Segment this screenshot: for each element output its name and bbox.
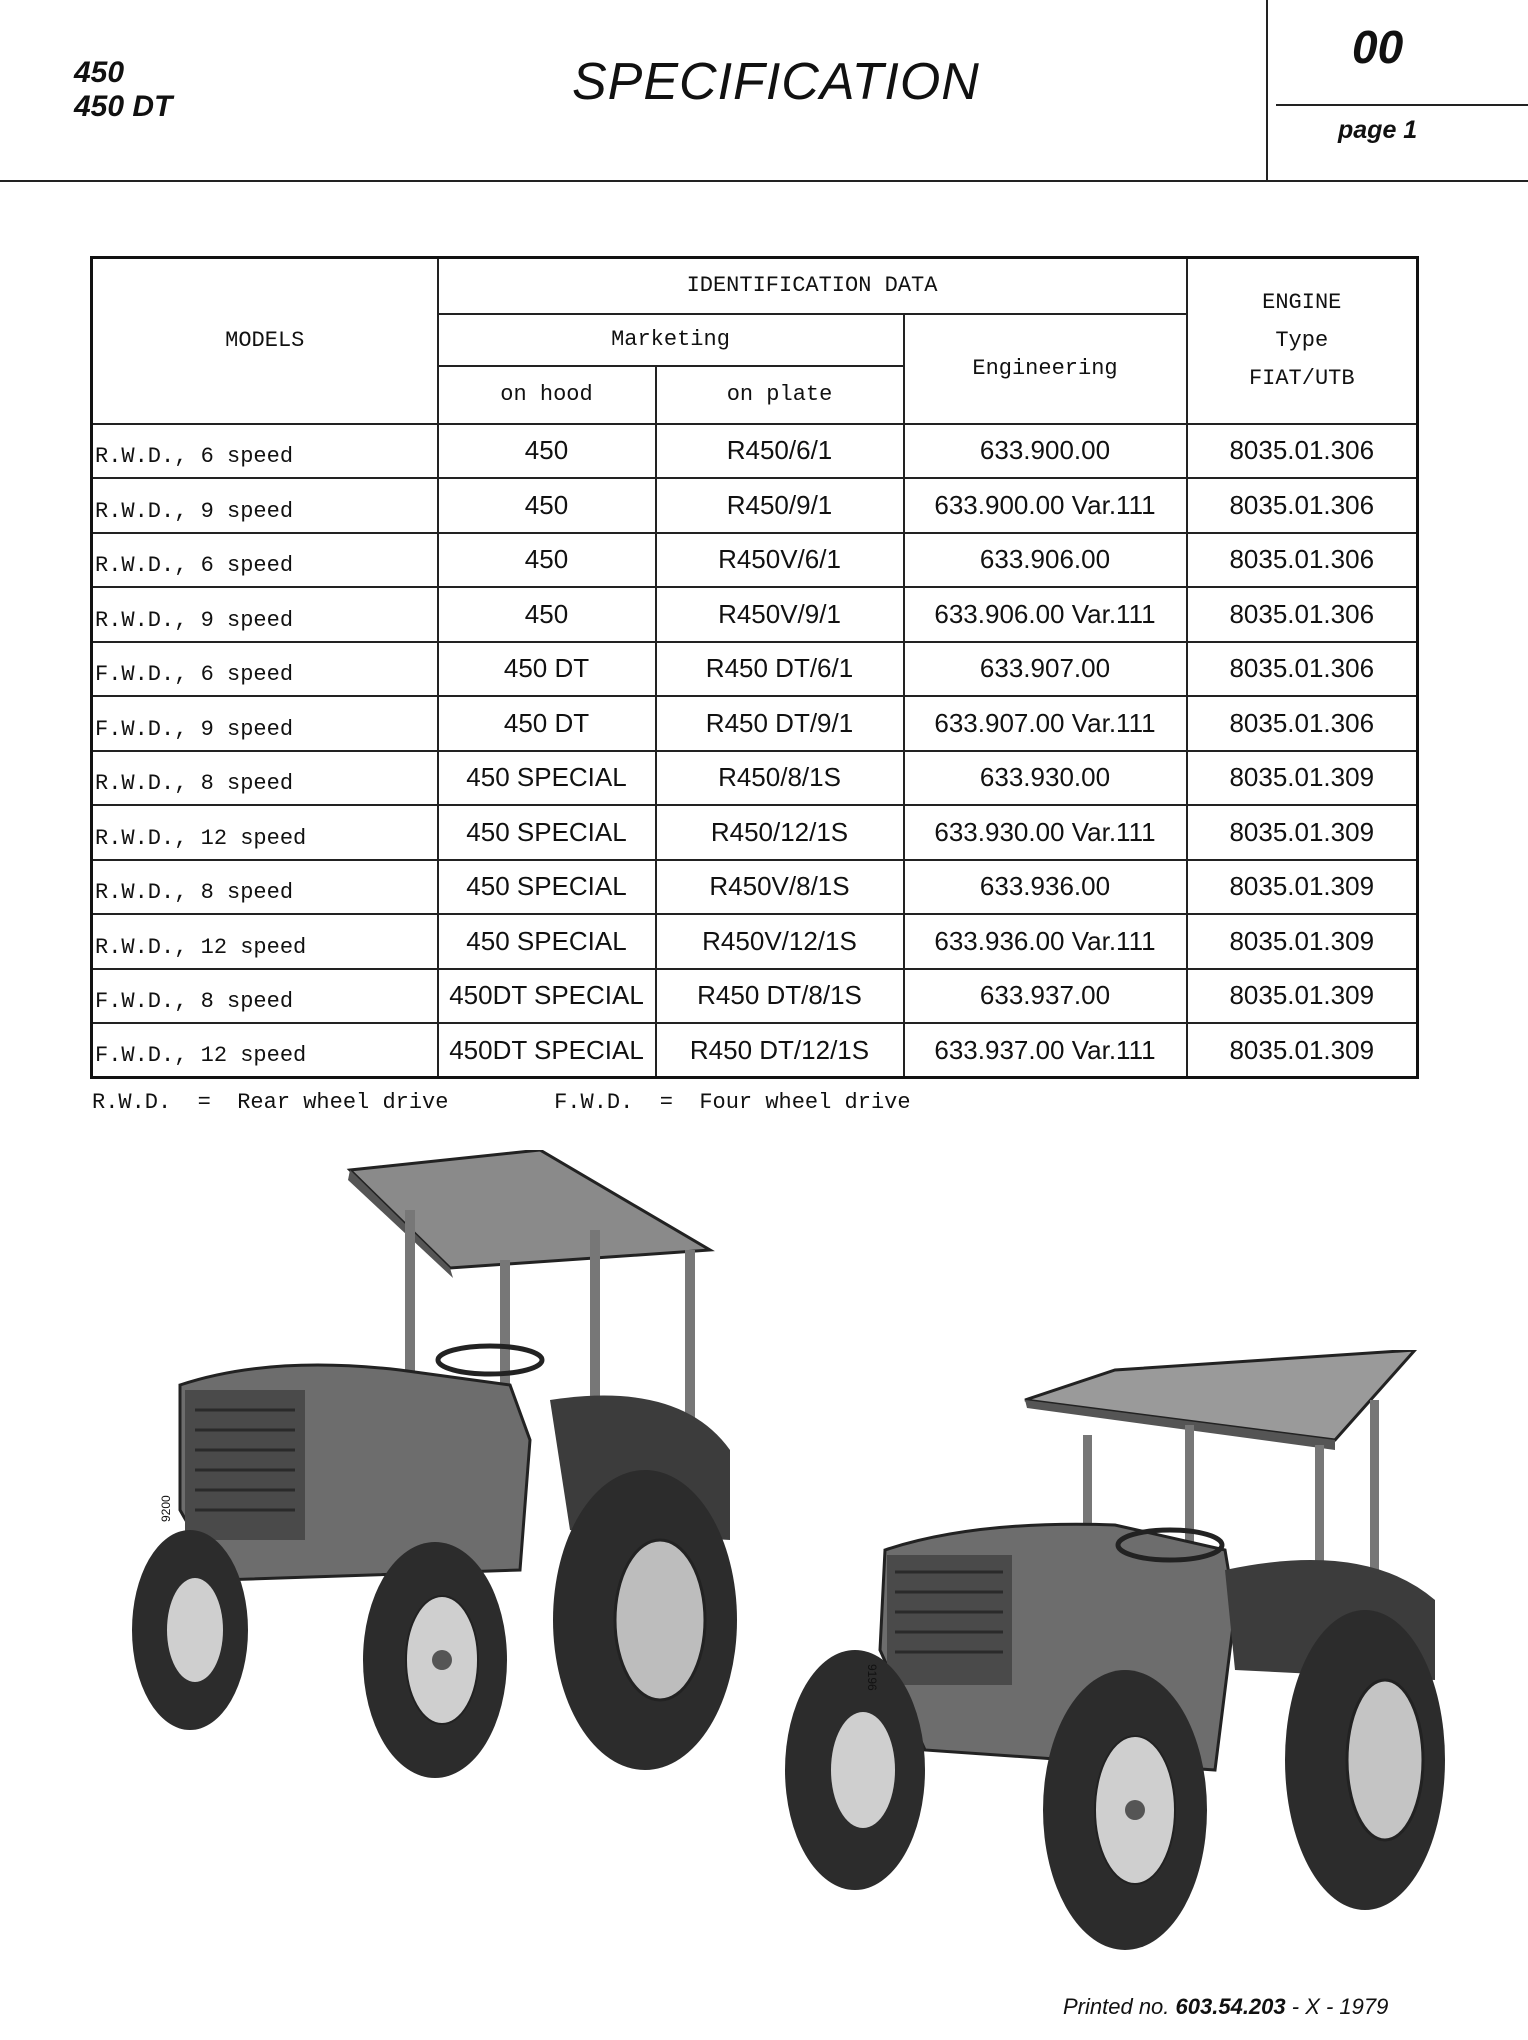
- photo-code-9200: 9200: [159, 1495, 173, 1522]
- table-row: [92, 478, 1418, 533]
- photo-code-9196: 9196: [865, 1664, 879, 1691]
- cell-on-hood: 450 SPECIAL: [438, 860, 656, 915]
- model-designations: [74, 56, 172, 124]
- abbreviation-legend: [92, 1090, 911, 1115]
- cell-on-plate: R450/6/1: [656, 424, 904, 479]
- print-prefix: Printed no.: [1063, 1994, 1170, 2019]
- cell-model: R.W.D., 8 speed: [92, 860, 438, 915]
- cell-model: R.W.D., 12 speed: [92, 914, 438, 969]
- cell-model: R.W.D., 12 speed: [92, 805, 438, 860]
- engine-header-line1: ENGINE: [1262, 289, 1342, 315]
- header-models: MODELS: [92, 258, 438, 424]
- cell-engine: 8035.01.309: [1187, 751, 1418, 806]
- table-row: [92, 587, 1418, 642]
- cell-on-plate: R450V/6/1: [656, 533, 904, 588]
- model-designation-450dt: 450 DT: [74, 90, 173, 123]
- cell-model: R.W.D., 6 speed: [92, 533, 438, 588]
- page-title: SPECIFICATION: [572, 53, 980, 111]
- cell-model: R.W.D., 8 speed: [92, 751, 438, 806]
- cell-on-plate: R450 DT/9/1: [656, 696, 904, 751]
- cell-engineering: 633.906.00 Var.111: [904, 587, 1187, 642]
- cell-on-plate: R450/12/1S: [656, 805, 904, 860]
- cell-on-plate: R450 DT/12/1S: [656, 1023, 904, 1078]
- cell-engineering: 633.936.00: [904, 860, 1187, 915]
- cell-on-plate: R450V/8/1S: [656, 860, 904, 915]
- header-marketing: Marketing: [438, 314, 904, 366]
- cell-engineering: 633.937.00: [904, 969, 1187, 1024]
- cell-engine: 8035.01.309: [1187, 969, 1418, 1024]
- engine-header-line3: FIAT/UTB: [1248, 365, 1355, 391]
- cell-on-plate: R450/9/1: [656, 478, 904, 533]
- cell-on-hood: 450 SPECIAL: [438, 751, 656, 806]
- table-row: [92, 696, 1418, 751]
- identification-table: [90, 256, 1419, 1079]
- cell-engine: 8035.01.306: [1187, 642, 1418, 697]
- cell-engineering: 633.900.00: [904, 424, 1187, 479]
- cell-engine: 8035.01.309: [1187, 860, 1418, 915]
- cell-on-plate: R450 DT/6/1: [656, 642, 904, 697]
- header-identification-data: IDENTIFICATION DATA: [438, 258, 1187, 314]
- cell-on-hood: 450DT SPECIAL: [438, 969, 656, 1024]
- print-suffix: - X - 1979: [1291, 1994, 1389, 2019]
- cell-engineering: 633.907.00 Var.111: [904, 696, 1187, 751]
- table-row: [92, 914, 1418, 969]
- cell-on-hood: 450DT SPECIAL: [438, 1023, 656, 1078]
- cell-engine: 8035.01.306: [1187, 478, 1418, 533]
- cell-on-plate: R450/8/1S: [656, 751, 904, 806]
- page-number: page 1: [1338, 116, 1418, 144]
- cell-engineering: 633.930.00 Var.111: [904, 805, 1187, 860]
- cell-model: R.W.D., 9 speed: [92, 478, 438, 533]
- header-vertical-divider: [1266, 0, 1268, 180]
- table-row: [92, 751, 1418, 806]
- table-row: [92, 424, 1418, 479]
- table-row: [92, 860, 1418, 915]
- header-divider: [0, 180, 1528, 182]
- cell-on-plate: R450V/12/1S: [656, 914, 904, 969]
- cell-on-hood: 450 DT: [438, 696, 656, 751]
- cell-model: R.W.D., 6 speed: [92, 424, 438, 479]
- cell-engineering: 633.900.00 Var.111: [904, 478, 1187, 533]
- tractor-photo-rwd: [70, 1150, 760, 1790]
- cell-engine: 8035.01.306: [1187, 533, 1418, 588]
- section-code: 00: [1352, 21, 1404, 73]
- header-engineering: Engineering: [904, 314, 1187, 424]
- cell-engineering: 633.906.00: [904, 533, 1187, 588]
- cell-engine: 8035.01.309: [1187, 1023, 1418, 1078]
- cell-on-hood: 450 DT: [438, 642, 656, 697]
- print-number-value: 603.54.203: [1175, 1994, 1286, 2019]
- tractor-photo-fwd: [755, 1350, 1455, 1960]
- cell-on-hood: 450: [438, 424, 656, 479]
- cell-engineering: 633.937.00 Var.111: [904, 1023, 1187, 1078]
- cell-on-hood: 450: [438, 587, 656, 642]
- legend-fwd: F.W.D. = Four wheel drive: [554, 1090, 911, 1115]
- table-row: [92, 969, 1418, 1024]
- cell-on-plate: R450 DT/8/1S: [656, 969, 904, 1024]
- cell-model: F.W.D., 6 speed: [92, 642, 438, 697]
- cell-on-plate: R450V/9/1: [656, 587, 904, 642]
- section-divider: [1276, 104, 1528, 106]
- cell-model: F.W.D., 12 speed: [92, 1023, 438, 1078]
- header-on-hood: on hood: [438, 366, 656, 424]
- cell-on-hood: 450 SPECIAL: [438, 805, 656, 860]
- cell-engine: 8035.01.306: [1187, 424, 1418, 479]
- engine-header-line2: Type: [1275, 327, 1329, 353]
- cell-engine: 8035.01.306: [1187, 587, 1418, 642]
- model-designation-450: 450: [74, 56, 125, 89]
- cell-engineering: 633.936.00 Var.111: [904, 914, 1187, 969]
- table-row: [92, 805, 1418, 860]
- cell-engine: 8035.01.309: [1187, 805, 1418, 860]
- table-row: [92, 533, 1418, 588]
- cell-on-hood: 450: [438, 478, 656, 533]
- print-number: [1063, 1994, 1388, 2020]
- cell-model: F.W.D., 9 speed: [92, 696, 438, 751]
- cell-engineering: 633.907.00: [904, 642, 1187, 697]
- cell-model: F.W.D., 8 speed: [92, 969, 438, 1024]
- cell-engine: 8035.01.309: [1187, 914, 1418, 969]
- table-row: [92, 642, 1418, 697]
- cell-on-hood: 450: [438, 533, 656, 588]
- header-engine-type: [1187, 258, 1418, 424]
- table-row: [92, 1023, 1418, 1078]
- cell-engineering: 633.930.00: [904, 751, 1187, 806]
- legend-rwd: R.W.D. = Rear wheel drive: [92, 1090, 449, 1115]
- cell-engine: 8035.01.306: [1187, 696, 1418, 751]
- header-on-plate: on plate: [656, 366, 904, 424]
- cell-on-hood: 450 SPECIAL: [438, 914, 656, 969]
- cell-model: R.W.D., 9 speed: [92, 587, 438, 642]
